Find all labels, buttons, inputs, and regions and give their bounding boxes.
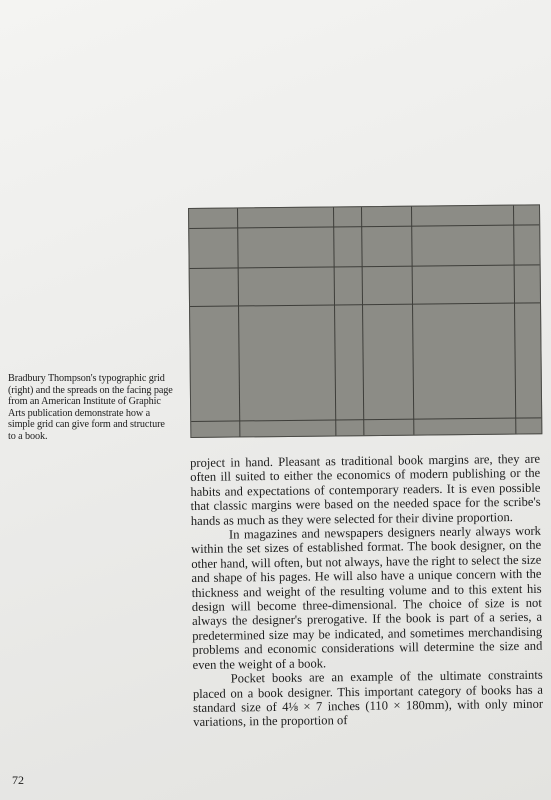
figure-caption: Bradbury Thompson's typographic grid (right) and the spreads on the facing page from an American Institute of Graphic Arts publication demonstrate how a simple grid can give form and structure to a book. [8, 373, 173, 442]
grid-row-line [190, 302, 540, 307]
grid-column-line [333, 207, 336, 435]
grid-column-line [513, 206, 516, 434]
grid-column-line [361, 207, 364, 435]
body-text [190, 452, 543, 730]
page-number: 72 [12, 773, 24, 787]
grid-column-line [237, 208, 240, 436]
paragraph: project in hand. Pleasant as traditional book margins are, they are often ill suited to either the economics of modern publishing or the habits and expectations of contemporary readers. It is even possible that classic margins were based on the needed space for the scribe's hands as much as they were selected for their divine proportion. [190, 451, 541, 528]
grid-row-line [189, 224, 539, 229]
grid-row-line [190, 264, 540, 269]
grid-column-line [411, 207, 414, 435]
paragraph: In magazines and newspapers designers nearly always work within the set sizes of established format. The book designer, on the other hand, will often, but not always, have the right to select the size and shape of his pages. He will also have a unique concern with the thickness and weight of the resulting volume and to this extent his design will become three-dimensional. The choice of size is not always the designer's prerogative. If the book is part of a series, a predetermined size may be indicated, and sometimes merchandising problems and economic considerations will determine the size and even the weight of a book. [191, 523, 543, 672]
paragraph: Pocket books are an example of the ultimate constraints placed on a book designer. This important category of books has a standard size of 4⅛ × 7 inches (110 × 180mm), with only minor variations, in the proportion of [192, 667, 544, 730]
grid-row-line [191, 417, 541, 422]
typographic-grid-figure [188, 204, 542, 438]
